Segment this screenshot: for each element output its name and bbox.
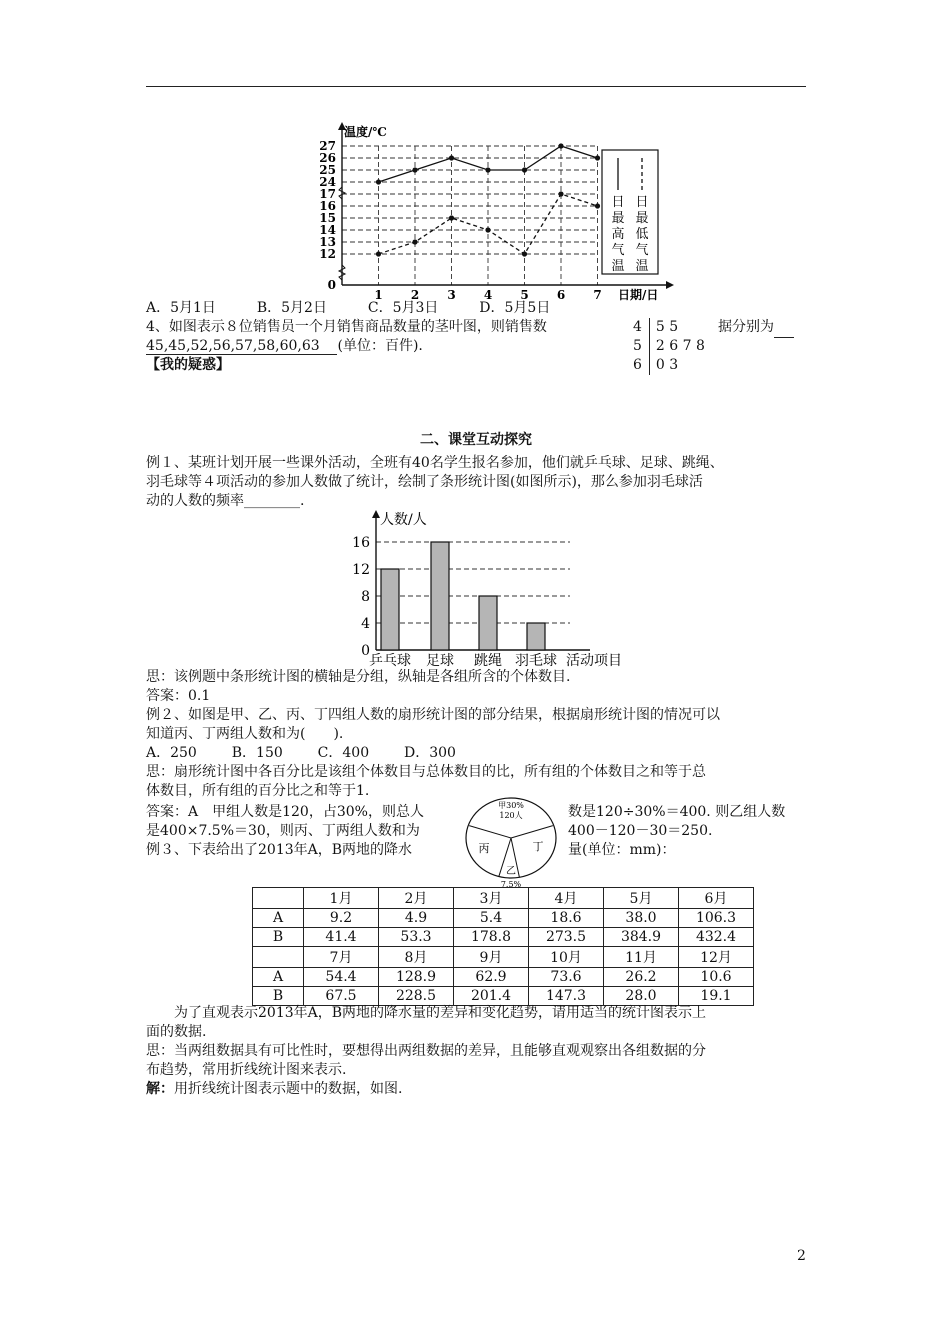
table-cell: 28.0: [604, 987, 679, 1006]
table-cell: 178.8: [454, 928, 529, 947]
y-tick-label: 17: [319, 187, 336, 201]
q3-options: [146, 299, 550, 318]
slice-label: 丁: [532, 840, 544, 853]
bar: [527, 623, 545, 650]
table-cell: 38.0: [604, 909, 679, 928]
table-cell: 2月: [379, 888, 454, 909]
table-cell: A: [253, 968, 304, 987]
table-row: [253, 888, 754, 909]
table-cell: 19.1: [679, 987, 754, 1006]
table-cell: 41.4: [304, 928, 379, 947]
ex3-solution: [146, 1080, 402, 1099]
data-point: [522, 251, 527, 256]
x-tick-label: 羽毛球: [515, 653, 557, 668]
ex1-line1: 例１、某班计划开展一些课外活动，全班有40名学生报名参加，他们就乒乓球、足球、跳绳、: [146, 455, 724, 471]
x-tick-label: 乒乓球: [369, 653, 411, 668]
table-cell: 10月: [529, 947, 604, 968]
slice-label: 甲30%: [498, 801, 524, 810]
y-tick-label: 12: [319, 247, 336, 261]
data-point: [376, 179, 381, 184]
q4-unit: (单位：百件).: [337, 338, 423, 354]
ex2-answer-right-2: 400－120－30＝250.: [568, 823, 713, 839]
table-cell: 273.5: [529, 928, 604, 947]
leaves: 0 3: [655, 357, 679, 373]
data-point: [485, 227, 490, 232]
table-cell: 4.9: [379, 909, 454, 928]
data-point: [376, 251, 381, 256]
table-cell: 201.4: [454, 987, 529, 1006]
y-tick-label: 26: [319, 151, 336, 165]
y-tick-label: 24: [319, 175, 336, 189]
y-tick-label: 13: [319, 235, 336, 249]
data-point: [412, 239, 417, 244]
x-axis-label: 活动项目: [566, 653, 622, 668]
table-cell: 228.5: [379, 987, 454, 1006]
x-tick-label: 6: [556, 288, 566, 302]
table-row: [253, 987, 754, 1006]
table-cell: 5.4: [454, 909, 529, 928]
stem-leaf-row: [633, 356, 705, 375]
table-cell: 26.2: [604, 968, 679, 987]
ex3-think-1: 思：当两组数据具有可比性时，要想得出两组数据的差异，且能够直观观察出各组数据的分: [146, 1043, 706, 1059]
page-number: 2: [797, 1248, 806, 1264]
data-point: [558, 143, 563, 148]
table-cell: B: [253, 987, 304, 1006]
table-cell: 8月: [379, 947, 454, 968]
legend-label: 日最低气温: [635, 195, 649, 274]
y-tick-label: 0: [361, 643, 370, 659]
table-cell: 9月: [454, 947, 529, 968]
stem-leaf-divider: [649, 318, 650, 375]
solution-label: 解：: [146, 1081, 174, 1097]
table-cell: 7月: [304, 947, 379, 968]
table-cell: 11月: [604, 947, 679, 968]
my-doubt-heading: 【我的疑惑】: [146, 357, 230, 373]
ex2-line1: 例２、如图是甲、乙、丙、丁四组人数的扇形统计图的部分结果，根据扇形统计图的情况可以: [146, 707, 720, 723]
x-axis-label: 日期/日: [618, 288, 659, 302]
data-point: [449, 155, 454, 160]
ex3-question-2: 面的数据.: [146, 1024, 207, 1040]
y-axis-label: 人数/人: [380, 512, 427, 528]
stem-leaf-row: [633, 337, 705, 356]
table-cell: 5月: [604, 888, 679, 909]
rainfall-table: [252, 887, 754, 1006]
x-tick-label: 7: [593, 288, 602, 302]
x-tick-label: 足球: [426, 653, 454, 668]
x-tick-label: 2: [410, 288, 420, 302]
x-tick-label: 3: [447, 288, 456, 302]
x-axis-arrow: [666, 281, 674, 289]
ex2-option-a: A．250: [146, 745, 197, 761]
leaves: 5 5: [655, 319, 679, 335]
q4-line1-tail: [718, 318, 794, 338]
table-cell: 128.9: [379, 968, 454, 987]
q4-tail-text: 据分别为: [718, 319, 774, 335]
q4-answer: 45,45,52,56,57,58,60,63: [146, 338, 320, 354]
table-cell: 432.4: [679, 928, 754, 947]
y-axis-arrow: [372, 510, 380, 518]
ex2-option-d: D．300: [404, 745, 456, 761]
leaves: 2 6 7 8: [655, 338, 705, 354]
data-point: [412, 167, 417, 172]
slice-label: 7.5%: [500, 880, 522, 888]
data-point: [595, 203, 600, 208]
table-cell: 62.9: [454, 968, 529, 987]
bar: [431, 542, 449, 650]
temperature-line-chart: [300, 120, 680, 302]
y-tick-label: 4: [361, 616, 370, 632]
table-cell: 73.6: [529, 968, 604, 987]
ex3-think-2: 布趋势，常用折线统计图来表示.: [146, 1062, 347, 1078]
table-cell: [253, 888, 304, 909]
stem: 4: [633, 319, 642, 335]
y-tick-label: 16: [352, 535, 370, 551]
bar: [381, 569, 399, 650]
table-row: [253, 968, 754, 987]
q3-option-a: A．5月1日: [146, 300, 216, 316]
ex1-answer: 答案：0.1: [146, 688, 211, 704]
table-cell: A: [253, 909, 304, 928]
data-point: [522, 167, 527, 172]
y-tick-label: 14: [319, 223, 336, 237]
table-cell: 6月: [679, 888, 754, 909]
table-cell: [253, 947, 304, 968]
y-tick-label: 8: [361, 589, 370, 605]
data-point: [558, 191, 563, 196]
table-cell: 384.9: [604, 928, 679, 947]
ex1-think: 思：该例题中条形统计图的横轴是分组，纵轴是各组所含的个体数目.: [146, 669, 571, 685]
y-tick-label: 0: [327, 278, 336, 292]
table-cell: 53.3: [379, 928, 454, 947]
y-tick-label: 25: [319, 163, 336, 177]
x-tick-label: 1: [374, 288, 383, 302]
table-cell: 147.3: [529, 987, 604, 1006]
table-cell: B: [253, 928, 304, 947]
table-row: [253, 928, 754, 947]
ex1-line2: 羽毛球等４项活动的参加人数做了统计，绘制了条形统计图(如图所示)，那么参加羽毛球活: [146, 474, 703, 490]
legend-label: 日最高气温: [611, 195, 625, 274]
q4-line1: 4、如图表示８位销售员一个月销售商品数量的茎叶图，则销售数: [146, 319, 547, 335]
bar: [479, 596, 497, 650]
stem: 5: [633, 338, 642, 354]
table-cell: 1月: [304, 888, 379, 909]
table-cell: 106.3: [679, 909, 754, 928]
table-row: [253, 909, 754, 928]
legend-box: [602, 150, 658, 274]
x-tick-label: 5: [520, 288, 529, 302]
q4-blank: [774, 318, 794, 338]
data-point: [449, 215, 454, 220]
table-cell: 10.6: [679, 968, 754, 987]
ex2-answer-left-2: 是400×7.5%＝30，则丙、丁两组人数和为: [146, 823, 420, 839]
y-tick-label: 12: [352, 562, 370, 578]
solution-text: 用折线统计图表示题中的数据，如图.: [174, 1081, 403, 1097]
table-cell: 4月: [529, 888, 604, 909]
q3-option-c: C．5月3日: [367, 300, 439, 316]
data-point: [595, 155, 600, 160]
y-tick-label: 15: [319, 211, 336, 225]
table-cell: 9.2: [304, 909, 379, 928]
stem: 6: [633, 357, 642, 373]
y-axis-label: 温度/℃: [344, 125, 387, 139]
y-tick-label: 16: [319, 199, 336, 213]
y-tick-label: 27: [319, 139, 336, 153]
slice-label: 120人: [499, 811, 523, 820]
header-rule: [146, 86, 806, 87]
ex2-answer-right-1: 数是120÷30%＝400. 则乙组人数: [568, 804, 786, 820]
data-point: [485, 167, 490, 172]
table-cell: 12月: [679, 947, 754, 968]
section-title: 二、课堂互动探究: [420, 432, 532, 448]
ex2-answer-left-1: 答案：A 甲组人数是120，占30%，则总人: [146, 804, 424, 820]
x-tick-label: 跳绳: [474, 653, 502, 668]
ex2-line2: 知道丙、丁两组人数和为( ).: [146, 726, 344, 742]
stem-leaf-row: [633, 318, 705, 337]
ex3-intro-left: 例３、下表给出了2013年A，B两地的降水: [146, 842, 413, 858]
stem-leaf-plot: [633, 318, 705, 375]
ex2-options: [146, 744, 456, 763]
group-pie-chart: [458, 794, 564, 888]
slice-label: 乙: [506, 866, 516, 877]
table-cell: 3月: [454, 888, 529, 909]
table-row: [253, 947, 754, 968]
ex3-intro-right: 量(单位：mm)：: [568, 842, 676, 858]
table-cell: 54.4: [304, 968, 379, 987]
activity-bar-chart: [340, 508, 640, 668]
q3-option-b: B．5月2日: [256, 300, 327, 316]
q3-option-d: D．5月5日: [479, 300, 551, 316]
ex1-line3: 动的人数的频率________.: [146, 493, 305, 509]
slice-label: 丙: [478, 842, 490, 855]
ex2-option-c: C．400: [317, 745, 370, 761]
table-cell: 18.6: [529, 909, 604, 928]
table-cell: 67.5: [304, 987, 379, 1006]
ex2-think-2: 体数目，所有组的百分比之和等于1.: [146, 783, 370, 799]
x-tick-label: 4: [483, 288, 493, 302]
ex2-think-1: 思：扇形统计图中各百分比是该组个体数目与总体数目的比，所有组的个体数目之和等于总: [146, 764, 706, 780]
q4-line2: [146, 337, 423, 356]
ex2-option-b: B．150: [231, 745, 283, 761]
ex3-question-1: 为了直观表示2013年A，B两地的降水量的差异和变化趋势，请用适当的统计图表示上: [146, 1005, 707, 1021]
